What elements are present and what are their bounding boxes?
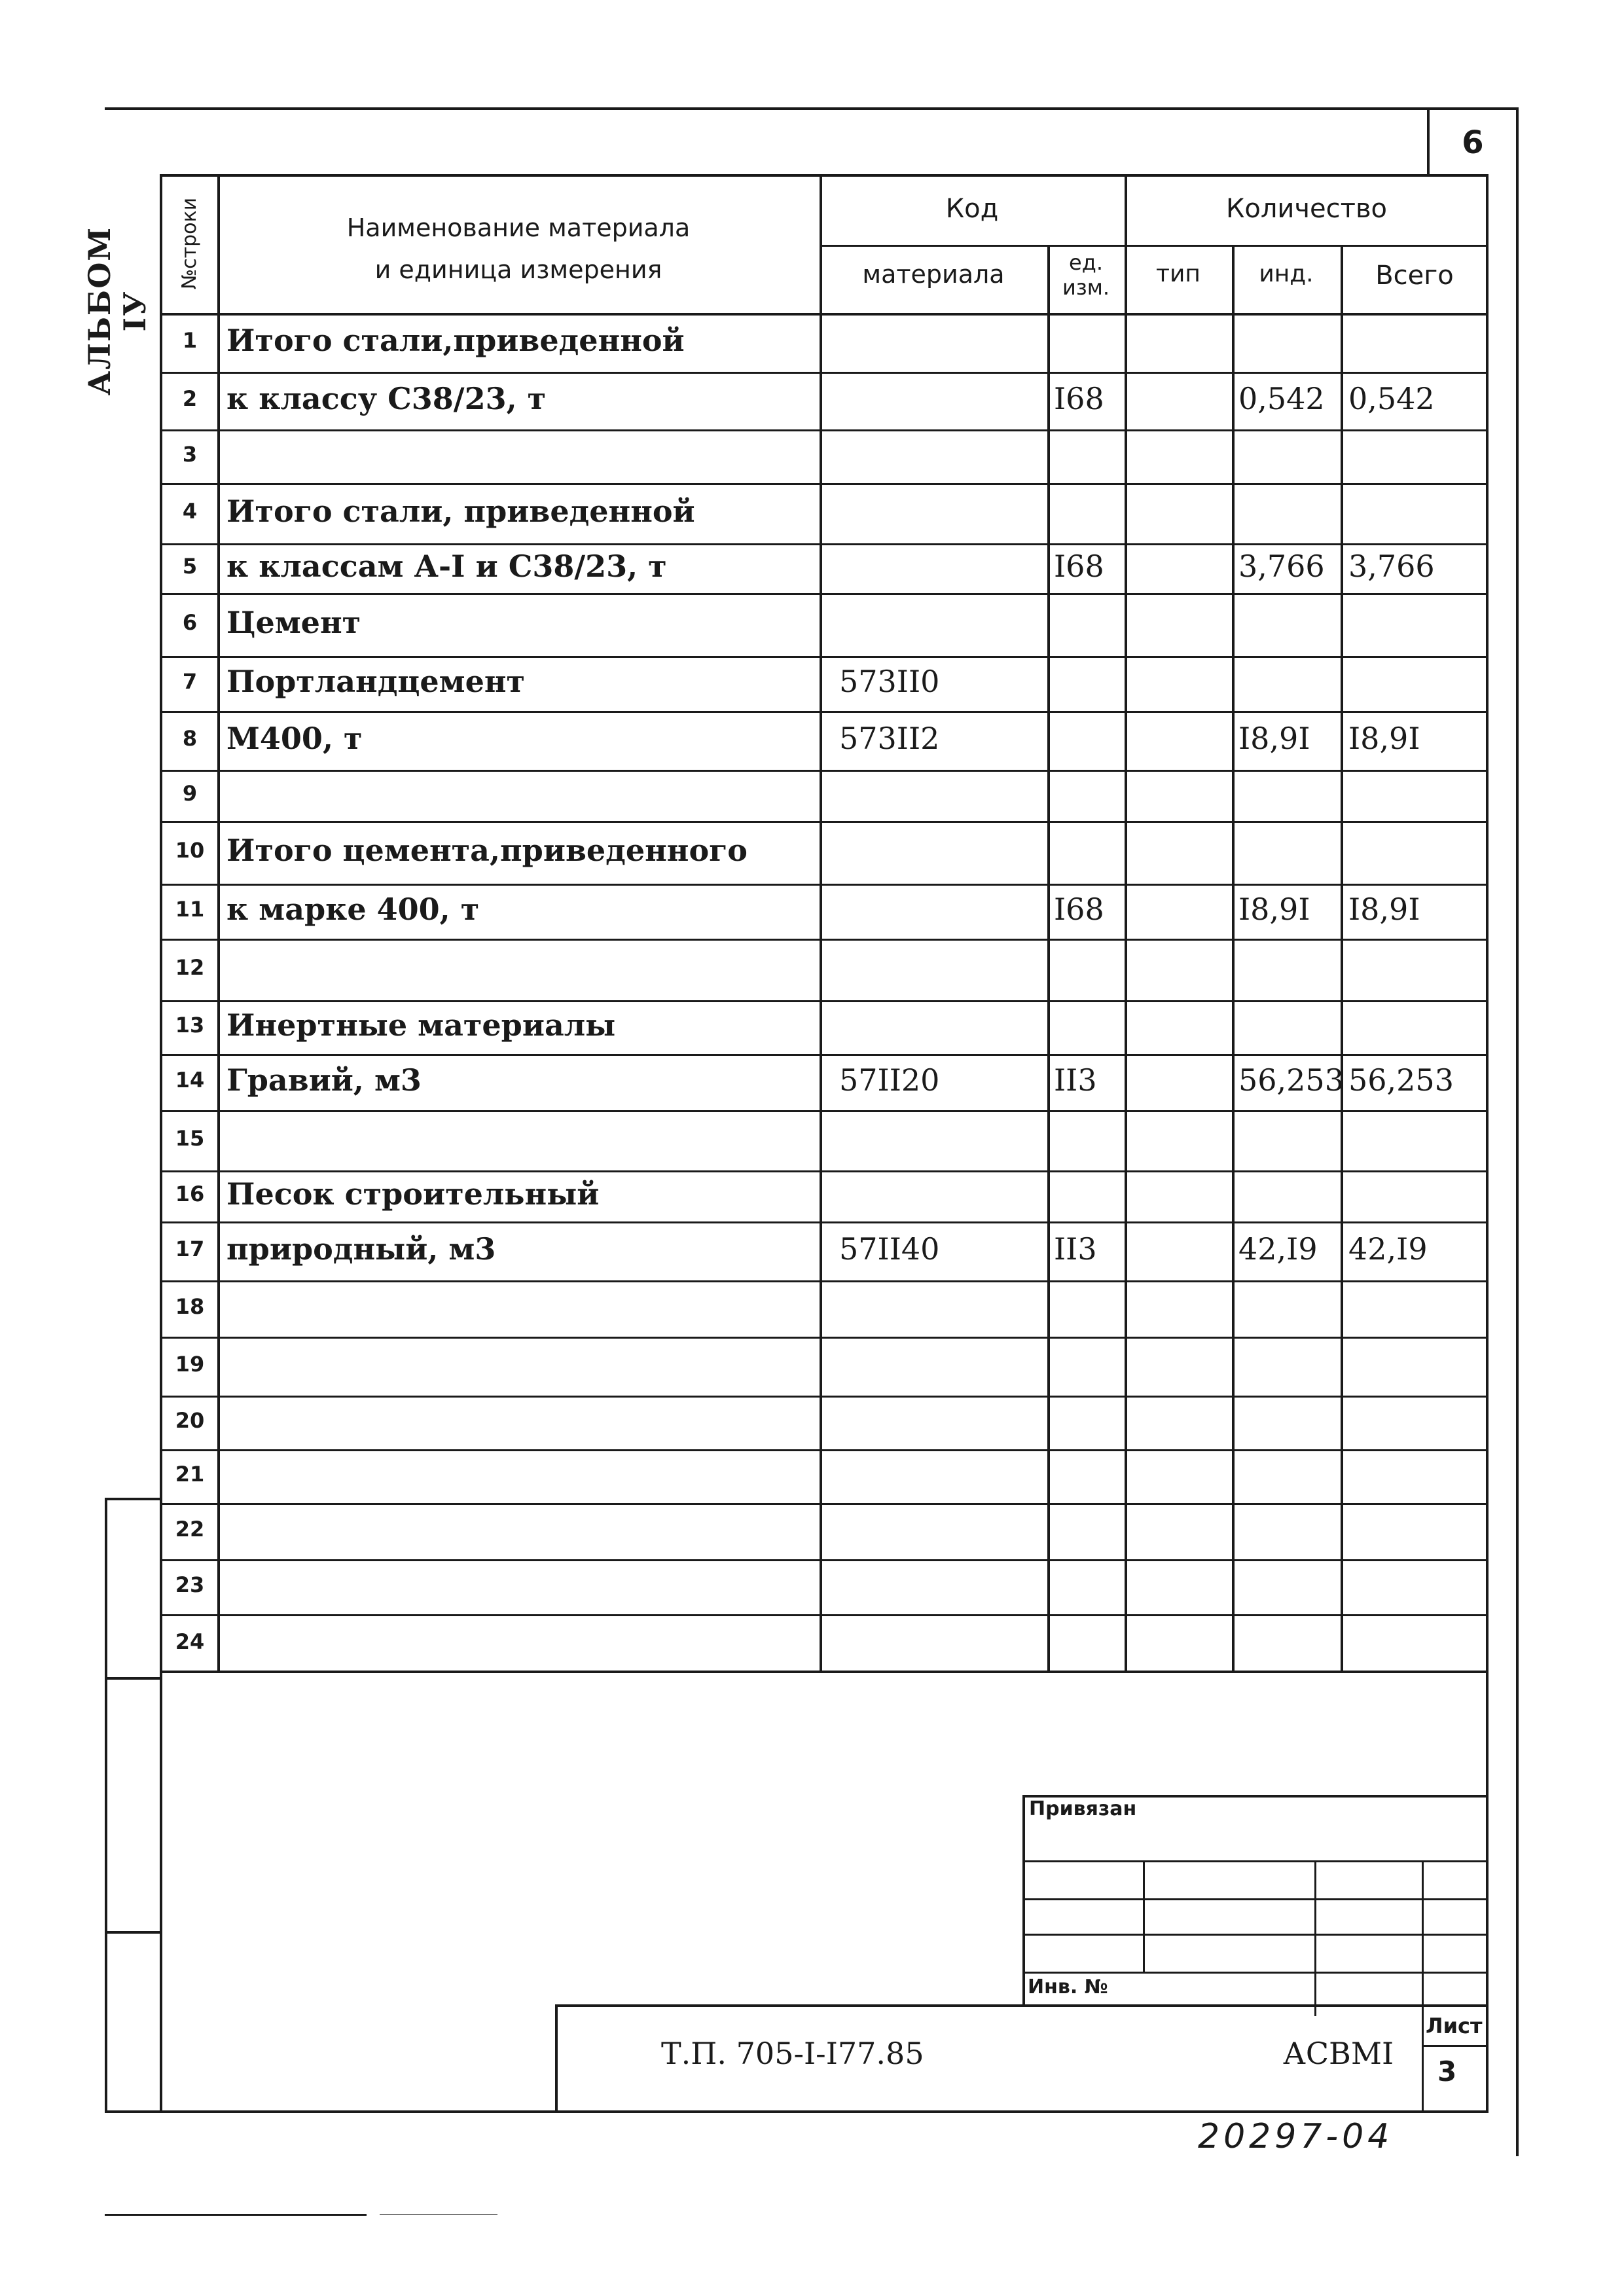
row-line bbox=[162, 1503, 1489, 1505]
col-line-material bbox=[1047, 245, 1050, 1673]
row-line bbox=[162, 1054, 1489, 1056]
row-number: 7 bbox=[182, 669, 198, 694]
header-code: Код bbox=[945, 194, 999, 224]
header-type: тип bbox=[1156, 261, 1200, 287]
materials-table bbox=[162, 174, 1489, 1673]
side-label: АЛЬБОМ IУ bbox=[82, 226, 153, 396]
row-number: 5 bbox=[182, 554, 198, 579]
header-quantity: Количество bbox=[1225, 194, 1387, 224]
row-name: Итого стали, приведенной bbox=[226, 494, 695, 529]
handwritten-number: 20297-04 bbox=[1198, 2117, 1394, 2156]
col-line-ind bbox=[1341, 245, 1343, 1673]
row-line bbox=[162, 1110, 1489, 1112]
row-number: 20 bbox=[175, 1408, 205, 1433]
row-line bbox=[162, 483, 1489, 485]
frame-bottom-line bbox=[105, 2110, 1489, 2113]
row-number: 17 bbox=[175, 1237, 205, 1261]
row-name: Портландцемент bbox=[226, 664, 526, 699]
row-number: 8 bbox=[182, 726, 198, 751]
row-number: 10 bbox=[175, 838, 205, 863]
col-line-type bbox=[1232, 245, 1235, 1673]
row-total: 56,253 bbox=[1348, 1062, 1454, 1098]
row-number: 15 bbox=[175, 1126, 205, 1151]
header-total: Всего bbox=[1375, 261, 1454, 291]
page-top-border bbox=[105, 107, 1519, 110]
row-number: 4 bbox=[182, 499, 198, 524]
table-top-border bbox=[162, 174, 1489, 177]
col-line-unit bbox=[1125, 174, 1127, 1673]
row-number: 24 bbox=[175, 1629, 205, 1654]
row-number: 11 bbox=[175, 897, 205, 922]
sheet-label: Лист bbox=[1426, 2014, 1483, 2038]
row-number: 22 bbox=[175, 1517, 205, 1542]
row-line bbox=[162, 656, 1489, 658]
row-name: к марке 400, т bbox=[226, 892, 480, 927]
row-line bbox=[162, 1449, 1489, 1451]
row-number: 14 bbox=[175, 1068, 205, 1093]
row-number: 19 bbox=[175, 1352, 205, 1377]
col-line-rowno bbox=[217, 174, 220, 1673]
header-bottom-line bbox=[162, 313, 1489, 316]
row-name: М400, т bbox=[226, 721, 363, 756]
row-line bbox=[162, 1337, 1489, 1339]
row-total: 42,I9 bbox=[1348, 1231, 1428, 1267]
row-number: 13 bbox=[175, 1013, 205, 1038]
row-total: 0,542 bbox=[1348, 381, 1435, 416]
page-number-box-left bbox=[1427, 107, 1430, 175]
header-name: Наименование материала и единица измерения bbox=[346, 213, 691, 284]
table-right-border bbox=[1486, 174, 1489, 1673]
row-line bbox=[162, 372, 1489, 374]
inv-no-label: Инв. № bbox=[1028, 1976, 1108, 1998]
row-line bbox=[162, 1221, 1489, 1223]
row-line bbox=[162, 1170, 1489, 1172]
row-total: 3,766 bbox=[1348, 549, 1435, 584]
left-margin-line bbox=[105, 1498, 107, 2113]
bottom-stray-line-1 bbox=[105, 2214, 367, 2216]
bottom-stray-line-2 bbox=[380, 2214, 497, 2215]
left-margin-tick-1 bbox=[105, 1498, 162, 1500]
privyazan-label: Привязан bbox=[1029, 1798, 1137, 1820]
row-total: I8,9I bbox=[1348, 721, 1420, 756]
header-ind: инд. bbox=[1259, 261, 1314, 287]
row-line bbox=[162, 770, 1489, 772]
row-material: 57II20 bbox=[839, 1062, 940, 1098]
row-ind: 56,253 bbox=[1238, 1062, 1344, 1098]
row-unit: II3 bbox=[1054, 1062, 1097, 1098]
row-line bbox=[162, 593, 1489, 595]
row-unit: II3 bbox=[1054, 1231, 1097, 1267]
row-number: 9 bbox=[182, 781, 198, 806]
page-right-border bbox=[1516, 107, 1519, 2156]
row-number: 16 bbox=[175, 1182, 205, 1206]
left-margin-tick-3 bbox=[105, 1931, 162, 1934]
row-line bbox=[162, 821, 1489, 823]
row-line bbox=[162, 1559, 1489, 1561]
header-material: материала bbox=[862, 260, 1005, 289]
row-number: 2 bbox=[182, 386, 198, 411]
row-material: 573II0 bbox=[839, 664, 940, 699]
row-number: 12 bbox=[175, 955, 205, 980]
row-line bbox=[162, 939, 1489, 941]
row-material: 57II40 bbox=[839, 1231, 940, 1267]
row-total: I8,9I bbox=[1348, 892, 1420, 927]
row-unit: I68 bbox=[1054, 549, 1104, 584]
row-line bbox=[162, 543, 1489, 545]
header-unit: ед. изм. bbox=[1062, 250, 1110, 300]
row-line bbox=[162, 1396, 1489, 1398]
row-line bbox=[162, 429, 1489, 431]
row-number: 6 bbox=[182, 610, 198, 635]
row-ind: 0,542 bbox=[1238, 381, 1325, 416]
row-name: Песок строительный bbox=[226, 1176, 600, 1212]
row-name: Итого стали,приведенной bbox=[226, 323, 685, 358]
row-name: Гравий, м3 bbox=[226, 1062, 422, 1098]
row-line bbox=[162, 711, 1489, 713]
row-number: 3 bbox=[182, 442, 198, 467]
table-bottom-border bbox=[162, 1671, 1489, 1673]
left-frame-line bbox=[160, 174, 162, 2112]
row-material: 573II2 bbox=[839, 721, 940, 756]
header-mid-line bbox=[820, 245, 1489, 247]
row-ind: I8,9I bbox=[1238, 892, 1310, 927]
row-name: к классам А-I и С38/23, т bbox=[226, 549, 667, 584]
row-line bbox=[162, 1614, 1489, 1616]
row-line bbox=[162, 884, 1489, 886]
col-line-name bbox=[820, 174, 822, 1673]
row-ind: 3,766 bbox=[1238, 549, 1325, 584]
header-row-no: №строки bbox=[178, 197, 201, 290]
album-code: АСВМI bbox=[1283, 2036, 1394, 2071]
row-number: 21 bbox=[175, 1462, 205, 1487]
row-number: 23 bbox=[175, 1572, 205, 1597]
left-margin-tick-2 bbox=[105, 1677, 162, 1680]
row-unit: I68 bbox=[1054, 892, 1104, 927]
sheet-value: 3 bbox=[1437, 2055, 1457, 2087]
row-name: Инертные материалы bbox=[226, 1007, 616, 1043]
row-ind: I8,9I bbox=[1238, 721, 1310, 756]
row-name: Итого цемента,приведенного bbox=[226, 833, 748, 868]
row-line bbox=[162, 1000, 1489, 1002]
row-line bbox=[162, 1280, 1489, 1282]
row-unit: I68 bbox=[1054, 381, 1104, 416]
row-number: 18 bbox=[175, 1294, 205, 1319]
doc-code: Т.П. 705-I-I77.85 bbox=[661, 2036, 924, 2071]
row-number: 1 bbox=[182, 328, 198, 353]
row-name: Цемент bbox=[226, 605, 361, 640]
page-number: 6 bbox=[1462, 124, 1484, 161]
row-name: природный, м3 bbox=[226, 1231, 496, 1267]
row-ind: 42,I9 bbox=[1238, 1231, 1318, 1267]
row-name: к классу С38/23, т bbox=[226, 381, 547, 416]
